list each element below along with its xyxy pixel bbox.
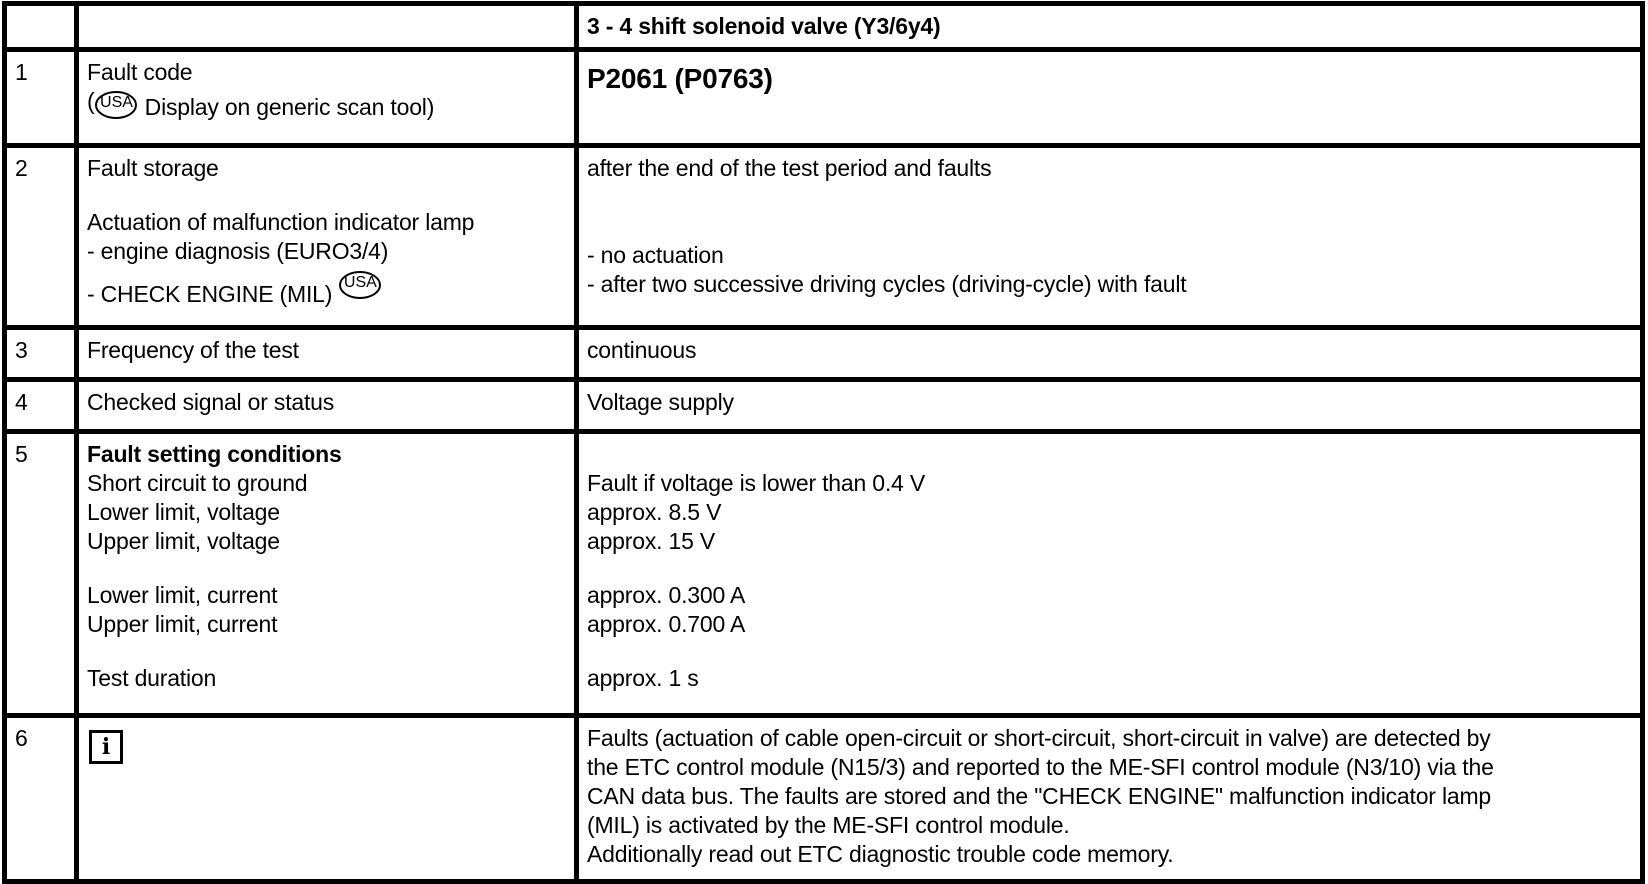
header-num-cell — [5, 4, 77, 50]
table-header-row — [5, 4, 1643, 50]
table-row — [5, 146, 1643, 328]
usa-badge-label: USA — [100, 94, 133, 111]
row-label — [87, 270, 566, 309]
row-label: Fault code — [87, 59, 193, 85]
spacer — [87, 183, 566, 208]
row-value-cell — [577, 432, 1643, 716]
row-value-cell — [577, 146, 1643, 328]
row-label-cell — [77, 432, 577, 716]
spacer — [587, 556, 1632, 581]
row-number: 5 — [5, 432, 77, 716]
row-value: approx. 0.700 A — [587, 611, 746, 637]
row-value: - after two successive driving cycles (driving-cycle) with fault — [587, 271, 1187, 297]
spacer-line — [587, 440, 1632, 469]
spacer — [87, 639, 566, 664]
fault-code-table — [2, 1, 1645, 884]
row-label: Test duration — [87, 665, 217, 691]
note-line: (MIL) is activated by the ME-SFI control module. — [587, 812, 1070, 838]
row-label: Lower limit, voltage — [87, 499, 280, 525]
row-value-cell — [577, 50, 1643, 146]
row-value: approx. 1 s — [587, 665, 699, 691]
row-value: after the end of the test period and faults — [587, 155, 992, 181]
row-number: 4 — [5, 380, 77, 432]
component-title: 3 - 4 shift solenoid valve (Y3/6y4) — [587, 13, 941, 39]
row-value: approx. 15 V — [587, 528, 716, 554]
usa-badge-label: USA — [343, 274, 377, 291]
note-line: the ETC control module (N15/3) and reported to the ME-SFI control module (N3/10) via the — [587, 754, 1494, 780]
row-label: Fault storage — [87, 155, 219, 181]
row-label: Upper limit, voltage — [87, 528, 280, 554]
note-line: Faults (actuation of cable open-circuit or short-circuit, short-circuit in valve) are detected by — [587, 725, 1491, 751]
component-title-cell — [577, 4, 1643, 50]
row-value-cell — [577, 716, 1643, 882]
usa-badge-icon — [94, 90, 138, 120]
row-label: - engine diagnosis (EURO3/4) — [87, 238, 389, 264]
row-label-cell — [77, 146, 577, 328]
row-value: Voltage supply — [577, 380, 1643, 432]
row-label-cell — [77, 716, 577, 882]
row-label: Upper limit, current — [87, 611, 278, 637]
table-row — [5, 716, 1643, 882]
section-heading: Fault setting conditions — [87, 441, 342, 467]
usa-badge-icon — [338, 270, 382, 300]
row-value: continuous — [577, 328, 1643, 380]
spacer — [587, 639, 1632, 664]
row-number: 1 — [5, 50, 77, 146]
open-paren: ( — [87, 88, 95, 114]
row-number: 3 — [5, 328, 77, 380]
fault-code-value: P2061 (P0763) — [587, 63, 773, 94]
note-line: CAN data bus. The faults are stored and the "CHECK ENGINE" malfunction indicator lamp — [587, 783, 1491, 809]
spacer — [587, 183, 1632, 241]
table-row — [5, 432, 1643, 716]
row-label: Short circuit to ground — [87, 470, 308, 496]
row-label: Actuation of malfunction indicator lamp — [87, 209, 475, 235]
row-label: Lower limit, current — [87, 582, 278, 608]
row-label: Checked signal or status — [77, 380, 577, 432]
info-icon: i — [89, 730, 123, 764]
row-value: Fault if voltage is lower than 0.4 V — [587, 470, 925, 496]
row-label: Frequency of the test — [77, 328, 577, 380]
table-row — [5, 50, 1643, 146]
note-line: Additionally read out ETC diagnostic trouble code memory. — [587, 841, 1174, 867]
table-row — [5, 380, 1643, 432]
row-label-cell — [77, 50, 577, 146]
row-number: 6 — [5, 716, 77, 882]
row-value: - no actuation — [587, 242, 724, 268]
row-number: 2 — [5, 146, 77, 328]
row-value: approx. 8.5 V — [587, 499, 722, 525]
table-row — [5, 328, 1643, 380]
header-label-cell — [77, 4, 577, 50]
row-label-sub — [87, 87, 566, 122]
check-engine-label: - CHECK ENGINE (MIL) — [87, 281, 339, 307]
row-value: approx. 0.300 A — [587, 582, 746, 608]
spacer — [87, 556, 566, 581]
row-label-sub-text: Display on generic scan tool) — [138, 94, 435, 120]
